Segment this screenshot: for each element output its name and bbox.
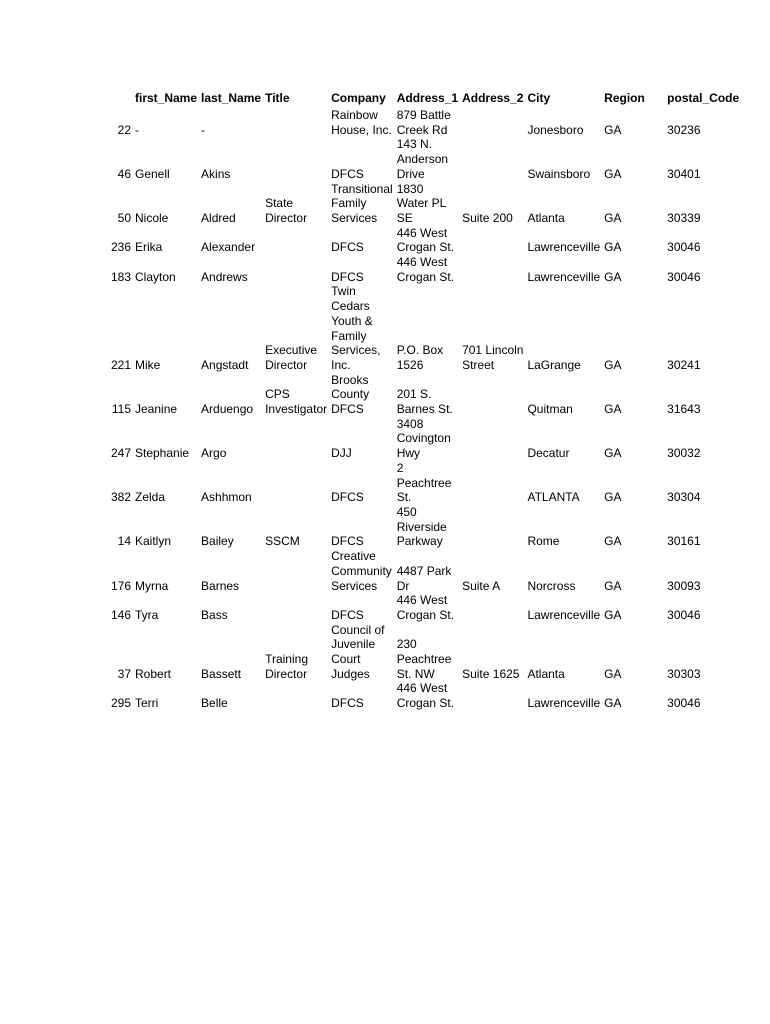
cell-id: 14	[117, 534, 131, 549]
table-row	[100, 182, 741, 226]
cell-address-1: 879 Battle Creek Rd	[396, 108, 451, 137]
column-header-city: City	[527, 90, 551, 105]
cell-region: GA	[604, 578, 622, 593]
cell-id: 22	[117, 122, 131, 137]
cell-company: Brooks County DFCS	[331, 372, 370, 417]
cell-first-name: Nicole	[135, 210, 169, 225]
column-header-postal-code: postal_Code	[667, 90, 740, 105]
table-row	[100, 593, 741, 622]
cell-first-name: Erika	[135, 240, 163, 255]
cell-first-name: Clayton	[135, 269, 176, 284]
cell-city: ATLANTA	[527, 490, 580, 505]
cell-id: 247	[110, 446, 131, 461]
cell-title	[263, 417, 329, 461]
cell-company: Creative Community Services	[331, 549, 392, 593]
cell-address-1: 3408 Covington Hwy	[396, 416, 451, 461]
table-row	[100, 226, 741, 255]
cell-address-1: 4487 Park Dr	[396, 563, 452, 593]
cell-address-1: P.O. Box 1526	[396, 343, 444, 372]
cell-last-name: Angstadt	[201, 357, 249, 372]
cell-id: 37	[117, 666, 131, 681]
cell-company: DFCS	[331, 166, 364, 181]
cell-company: DJJ	[331, 446, 352, 461]
cell-city: Jonesboro	[527, 122, 584, 137]
cell-city: Swainsboro	[527, 166, 591, 181]
cell-last-name: Andrews	[201, 269, 248, 284]
column-header-address-1: Address_1	[396, 90, 459, 105]
cell-last-name: Bassett	[201, 666, 242, 681]
cell-region: GA	[604, 122, 622, 137]
cell-address-1: 201 S. Barnes St.	[396, 387, 453, 417]
cell-address-2: Suite 1625	[462, 666, 520, 681]
cell-last-name: Arduengo	[201, 402, 254, 417]
cell-company: DFCS	[331, 534, 364, 549]
cell-last-name: Akins	[201, 166, 231, 181]
cell-postal-code: 30241	[667, 357, 701, 372]
cell-city: Decatur	[527, 446, 570, 461]
cell-first-name: -	[135, 122, 139, 137]
cell-postal-code: 30046	[667, 269, 701, 284]
cell-id: 46	[117, 166, 131, 181]
table-row	[100, 284, 741, 372]
cell-postal-code: 30401	[667, 166, 701, 181]
cell-last-name: Bailey	[201, 534, 234, 549]
cell-postal-code: 30303	[667, 666, 701, 681]
cell-address-2	[460, 108, 525, 137]
cell-address-1: 143 N. Anderson Drive	[396, 137, 449, 181]
cell-id: 146	[110, 607, 131, 622]
cell-id: 50	[117, 210, 131, 225]
table-row	[100, 373, 741, 417]
cell-first-name: Zelda	[135, 490, 166, 505]
cell-address-2	[460, 226, 525, 255]
cell-address-2	[460, 417, 525, 461]
cell-first-name: Terri	[135, 696, 159, 711]
cell-address-1: 230 Peachtree St. NW	[396, 637, 452, 681]
cell-title	[263, 681, 329, 710]
cell-title: SSCM	[265, 534, 300, 549]
cell-title	[263, 226, 329, 255]
cell-title	[263, 255, 329, 284]
cell-first-name: Jeanine	[135, 402, 178, 417]
cell-region: GA	[604, 534, 622, 549]
cell-city: Lawrenceville	[527, 696, 601, 711]
cell-city: Atlanta	[527, 210, 565, 225]
cell-title	[263, 593, 329, 622]
cell-region: GA	[604, 490, 622, 505]
cell-city: Atlanta	[527, 666, 565, 681]
cell-postal-code: 30236	[667, 122, 701, 137]
cell-company: DFCS	[331, 240, 364, 255]
column-header-company: Company	[331, 90, 386, 105]
cell-last-name: Belle	[201, 696, 228, 711]
cell-address-1: 450 Riverside Parkway	[396, 504, 447, 549]
column-header-region: Region	[604, 90, 645, 105]
cell-first-name: Kaitlyn	[135, 534, 172, 549]
cell-region: GA	[604, 269, 622, 284]
cell-title	[263, 461, 329, 505]
cell-city: Lawrenceville	[527, 607, 601, 622]
cell-address-2	[460, 137, 525, 181]
header-row	[100, 88, 741, 108]
cell-region: GA	[604, 696, 622, 711]
spreadsheet-page	[100, 88, 741, 711]
cell-company: Council of Juvenile Court Judges	[331, 622, 385, 681]
cell-region: GA	[604, 607, 622, 622]
cell-postal-code: 30046	[667, 240, 701, 255]
cell-first-name: Myrna	[135, 578, 169, 593]
cell-first-name: Robert	[135, 666, 172, 681]
cell-postal-code: 30093	[667, 578, 701, 593]
cell-city: Lawrenceville	[527, 240, 601, 255]
cell-company: Transitional Family Services	[331, 181, 393, 225]
column-header-last-name: last_Name	[201, 90, 262, 105]
cell-last-name: Bass	[201, 607, 228, 622]
column-header-first-name: first_Name	[135, 90, 198, 105]
cell-id: 236	[110, 240, 131, 255]
table-row	[100, 137, 741, 181]
cell-last-name: Argo	[201, 446, 227, 461]
cell-id: 295	[110, 696, 131, 711]
table-row	[100, 681, 741, 710]
table-row	[100, 417, 741, 461]
cell-address-1: 446 West Crogan St.	[396, 681, 455, 711]
cell-city: Norcross	[527, 578, 576, 593]
cell-city: Quitman	[527, 402, 573, 417]
cell-region: GA	[604, 240, 622, 255]
cell-region: GA	[604, 166, 622, 181]
cell-address-1: 1830 Water PL SE	[396, 181, 446, 225]
cell-title: Executive Director	[265, 343, 318, 372]
cell-title	[263, 137, 329, 181]
cell-address-2	[460, 461, 525, 505]
cell-city: Rome	[527, 534, 560, 549]
cell-address-2	[460, 373, 525, 417]
cell-company: DFCS	[331, 696, 364, 711]
cell-company: Twin Cedars Youth & Family Services, Inc.	[331, 284, 381, 372]
cell-address-2	[460, 593, 525, 622]
column-header-title: Title	[265, 90, 290, 105]
cell-last-name: Barnes	[201, 578, 240, 593]
cell-id: 183	[110, 269, 131, 284]
cell-postal-code: 30032	[667, 446, 701, 461]
cell-region: GA	[604, 446, 622, 461]
cell-title: Training Director	[265, 652, 308, 681]
cell-last-name: Alexander	[201, 240, 256, 255]
cell-postal-code: 30046	[667, 696, 701, 711]
cell-postal-code: 30304	[667, 490, 701, 505]
cell-postal-code: 30339	[667, 210, 701, 225]
cell-address-1: 446 West Crogan St.	[396, 225, 455, 255]
cell-title	[263, 549, 329, 593]
cell-region: GA	[604, 357, 622, 372]
table-row	[100, 255, 741, 284]
cell-address-1: 446 West Crogan St.	[396, 255, 455, 284]
cell-title	[263, 108, 329, 137]
cell-first-name: Genell	[135, 166, 170, 181]
cell-company: DFCS	[331, 490, 364, 505]
cell-address-1: 2 Peachtree St.	[396, 460, 452, 505]
cell-postal-code: 30161	[667, 534, 701, 549]
cell-first-name: Stephanie	[135, 446, 190, 461]
cell-first-name: Mike	[135, 357, 161, 372]
cell-address-2	[460, 505, 525, 549]
table-row	[100, 623, 741, 682]
table-body	[100, 108, 741, 711]
cell-city: LaGrange	[527, 357, 581, 372]
contacts-table	[100, 88, 741, 711]
cell-address-2: Suite A	[462, 578, 501, 593]
cell-postal-code: 30046	[667, 607, 701, 622]
cell-first-name: Tyra	[135, 607, 159, 622]
cell-address-1: 446 West Crogan St.	[396, 593, 455, 622]
cell-id: 221	[110, 357, 131, 372]
column-header-id	[100, 88, 133, 108]
cell-id: 115	[111, 402, 131, 417]
cell-title: CPS Investigator	[265, 387, 328, 417]
cell-address-2	[460, 681, 525, 710]
cell-address-2: 701 Lincoln Street	[462, 343, 524, 372]
table-row	[100, 108, 741, 137]
cell-id: 382	[110, 490, 131, 505]
table-row	[100, 549, 741, 593]
cell-title: State Director	[265, 196, 308, 225]
cell-last-name: Ashhmon	[201, 490, 252, 505]
cell-address-2	[460, 255, 525, 284]
cell-last-name: Aldred	[201, 210, 236, 225]
table-row	[100, 461, 741, 505]
table-row	[100, 505, 741, 549]
cell-region: GA	[604, 210, 622, 225]
cell-company: DFCS	[331, 269, 364, 284]
cell-postal-code: 31643	[667, 402, 701, 417]
cell-address-2: Suite 200	[462, 210, 513, 225]
column-header-address-2: Address_2	[462, 90, 524, 105]
cell-company: DFCS	[331, 607, 364, 622]
cell-id: 176	[110, 578, 131, 593]
cell-company: Rainbow House, Inc.	[331, 108, 392, 137]
cell-last-name: -	[201, 122, 206, 137]
cell-region: GA	[604, 666, 622, 681]
cell-region: GA	[604, 402, 622, 417]
cell-city: Lawrenceville	[527, 269, 601, 284]
